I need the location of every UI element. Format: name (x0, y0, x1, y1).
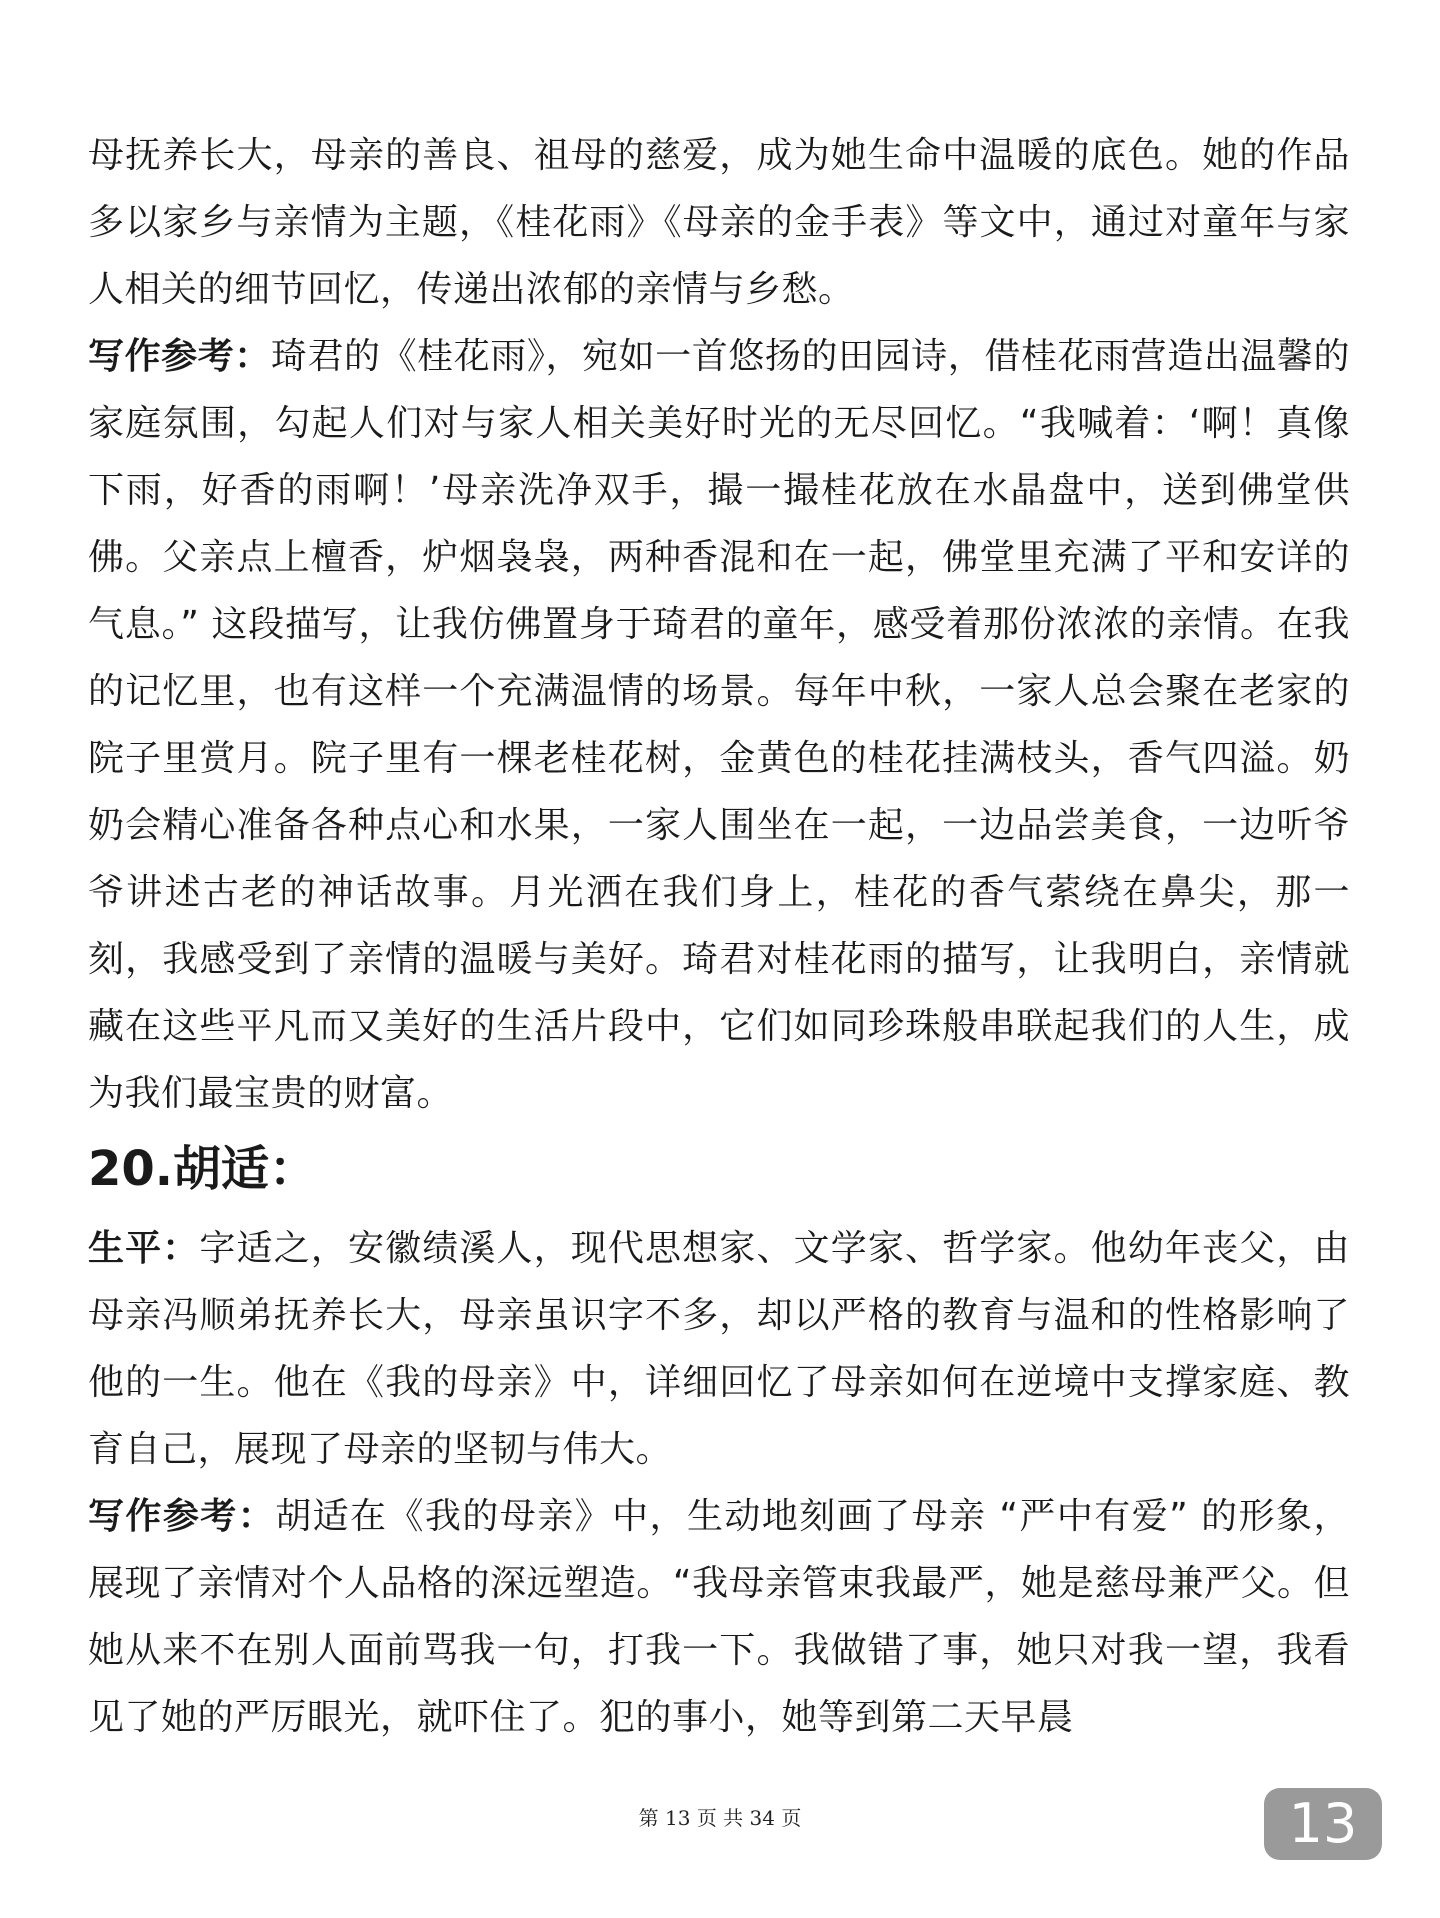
section20-heading: 20.胡适： (88, 1141, 318, 1197)
section20-biography-text: 字适之，安徽绩溪人，现代思想家、文学家、哲学家。他幼年丧父，由母亲冯顺弟抚养长大，母亲虽识字不多，却以严格的教育与温和的性格影响了他的一生。他在《我的母亲》中，详细回忆了母亲如何在逆境中支撑家庭、教育自己，展现了母亲的坚韧与伟大。 (88, 1228, 1350, 1470)
section20-biography-label: 生平： (88, 1228, 200, 1269)
section20-reference-paragraph (88, 1483, 1350, 1751)
section19-reference-paragraph (88, 323, 1350, 1127)
intro-paragraph: 母抚养长大，母亲的善良、祖母的慈爱，成为她生命中温暖的底色。她的作品多以家乡与亲情为主题，《桂花雨》《母亲的金手表》等文中，通过对童年与家人相关的细节回忆，传递出浓郁的亲情与乡愁。 (88, 135, 1350, 310)
section20-reference-label: 写作参考： (88, 1496, 276, 1537)
section20-reference-text: 胡适在《我的母亲》中，生动地刻画了母亲 “严中有爱” 的形象，展现了亲情对个人品格的深远塑造。“我母亲管束我最严，她是慈母兼严父。但她从来不在别人面前骂我一句，打我一下。我做错了事，她只对我一望，我看见了她的严厉眼光，就吓住了。犯的事小，她等到第二天早晨 (88, 1496, 1350, 1738)
page-footer: 第 13 页 共 34 页 (638, 1806, 802, 1830)
section19-reference-label: 写作参考： (88, 336, 271, 377)
section20-biography-paragraph (88, 1215, 1350, 1483)
document-body (88, 122, 1350, 1751)
section19-reference-text: 琦君的《桂花雨》，宛如一首悠扬的田园诗，借桂花雨营造出温馨的家庭氛围，勾起人们对与家人相关美好时光的无尽回忆。“我喊着：‘啊！真像下雨，好香的雨啊！’母亲洗净双手，撮一撮桂花放在水晶盘中，送到佛堂供佛。父亲点上檀香，炉烟袅袅，两种香混和在一起，佛堂里充满了平和安详的气息。” 这段描写，让我仿佛置身于琦君的童年，感受着那份浓浓的亲情。在我的记忆里，也有这样一个充满温情的场景。每年中秋，一家人总会聚在老家的院子里赏月。院子里有一棵老桂花树，金黄色的桂花挂满枝头，香气四溢。奶奶会精心准备各种点心和水果，一家人围坐在一起，一边品尝美食，一边听爷爷讲述古老的神话故事。月光洒在我们身上，桂花的香气萦绕在鼻尖，那一刻，我感受到了亲情的温暖与美好。琦君对桂花雨的描写，让我明白，亲情就藏在这些平凡而又美好的生活片段中，它们如同珍珠般串联起我们的人生，成为我们最宝贵的财富。 (88, 336, 1350, 1114)
page-number-badge: 13 (1264, 1788, 1382, 1860)
